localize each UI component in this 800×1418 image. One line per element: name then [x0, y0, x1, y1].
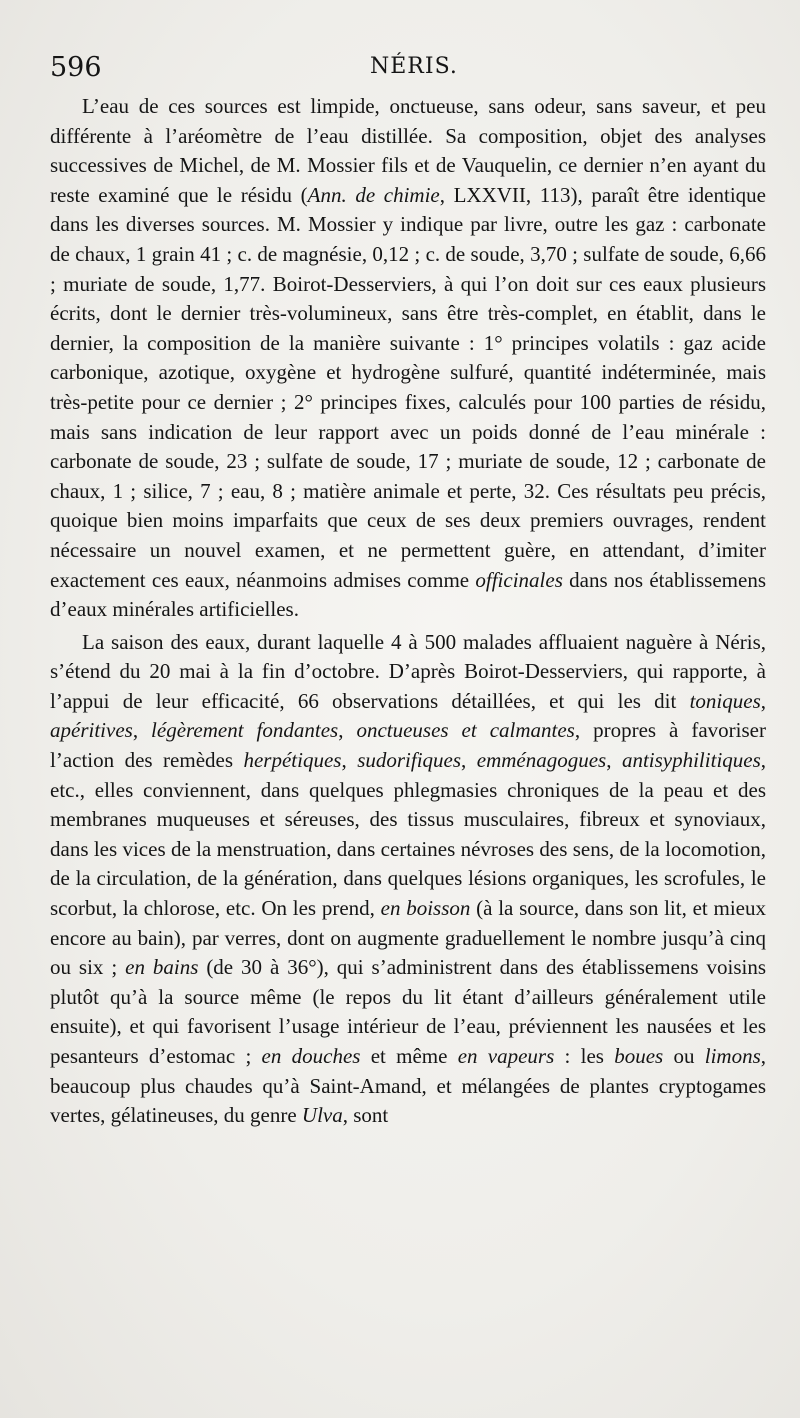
text-run: , — [341, 748, 358, 773]
italic-term: Ulva — [301, 1103, 343, 1128]
body-text — [50, 92, 766, 1131]
italic-term: antisyphilitiques — [621, 748, 761, 773]
paragraph-usage — [50, 628, 766, 1131]
italic-term: légèrement fondantes — [151, 718, 339, 743]
text-run: dans nos établissemens d’eaux minérales artificielles. — [50, 567, 767, 622]
text-run: , — [338, 718, 357, 743]
italic-term: officinales — [475, 567, 563, 592]
italic-term: en boisson — [380, 896, 471, 921]
text-run: , — [606, 748, 622, 773]
text-run: , — [132, 718, 152, 743]
text-run: , propres à favoriser l’action des remèdes — [50, 718, 766, 773]
text-run: (de 30 à 36°), qui s’administrent dans des établissemens voisins plutôt qu’à la source même (le repos du lit étant d’ailleurs généralement utile ensuite), et qui favorisent l’usage intérieur de l’eau, préviennent les nausées et les pesanteurs d’estomac ; — [50, 955, 767, 1068]
text-run: ou — [663, 1044, 705, 1068]
running-head: NÉRIS. — [370, 54, 458, 79]
italic-term: limons — [704, 1044, 761, 1068]
text-run: L’eau de ces sources est limpide, onctueuse, sans odeur, sans saveur, et peu différente à l’aréomètre de l’eau distillée. Sa composition, objet des analyses successives de Michel, de M. Mossier fils et de Vauquelin, ce dernier n’en ayant du reste examiné que le résidu ( — [50, 94, 766, 207]
italic-term: apéritives — [50, 718, 133, 743]
paragraph-composition — [50, 92, 766, 625]
text-run: , sont — [342, 1103, 389, 1128]
text-run: , etc., elles conviennent, dans quelques phlegmasies chroniques de la peau et des membranes muqueuses et séreuses, des tissus musculaires, fibreux et synoviaux, dans les vices de la menstruation, dans certaines névroses des sens, de la locomotion, de la circulation, de la génération, dans quelques lésions organiques, les scrofules, le scorbut, la chlorose, etc. On les prend, — [50, 748, 767, 921]
italic-term: en douches — [261, 1044, 361, 1068]
page-header — [50, 52, 760, 86]
text-run: : les — [554, 1044, 615, 1068]
italic-term: herpétiques — [243, 748, 342, 773]
italic-term: sudorifiques — [357, 748, 462, 773]
italic-term: boues — [614, 1044, 664, 1068]
text-run: La saison des eaux, durant laquelle 4 à 500 malades affluaient naguère à Néris, s’étend du 20 mai à la fin d’octobre. D’après Boirot-Desserviers, qui rapporte, à l’appui de leur efficacité, 66 observations détaillées, et qui les dit — [50, 629, 766, 713]
italic-term: toniques — [689, 688, 761, 713]
page-number: 596 — [50, 52, 102, 83]
text-run: , — [760, 688, 766, 713]
italic-term: en bains — [125, 955, 199, 980]
italic-term: onctueuses et calmantes — [356, 718, 575, 743]
italic-term: emménagogues — [476, 748, 607, 773]
italic-term: en vapeurs — [457, 1044, 555, 1068]
text-run: , — [461, 748, 477, 773]
text-run: et même — [360, 1044, 458, 1068]
text-run: (à la source, dans son lit, et mieux encore au bain), par verres, dont on augmente graduellement le nombre jusqu’à cinq ou six ; — [50, 896, 766, 980]
text-run: , LXXVII, 113), paraît être identique dans les diverses sources. M. Mossier y indique par livre, outre les gaz : carbonate de chaux, 1 grain 41 ; c. de magnésie, 0,12 ; c. de soude, 3,70 ; sulfate de soude, 6,66 ; muriate de soude, 1,77. Boirot-Desserviers, à qui l’on doit sur ces eaux plusieurs écrits, dont le dernier très-volumineux, sans être très-complet, en établit, dans le dernier, la composition de la manière suivante : 1° principes volatils : gaz acide carbonique, azotique, oxygène et hydrogène sulfuré, quantité indéterminée, mais très-petite pour ce dernier ; 2° principes fixes, calculés pour 100 parties de résidu, mais sans indication de leur rapport avec un poids donné de l’eau minérale : carbonate de soude, 23 ; sulfate de soude, 17 ; muriate de soude, 12 ; carbonate de chaux, 1 ; silice, 7 ; eau, 8 ; matière animale et perte, 32. Ces résultats peu précis, quoique bien moins imparfaits que ceux de ses deux premiers ouvrages, rendent nécessaire un nouvel examen, et ne permettent guère, en attendant, d’imiter exactement ces eaux, néanmoins admises comme — [50, 182, 766, 592]
italic-citation: Ann. de chimie — [307, 182, 440, 207]
text-run: , beaucoup plus chaudes qu’à Saint-Amand, et mélangées de plantes cryptogames vertes, gélatineuses, du genre — [50, 1044, 767, 1128]
